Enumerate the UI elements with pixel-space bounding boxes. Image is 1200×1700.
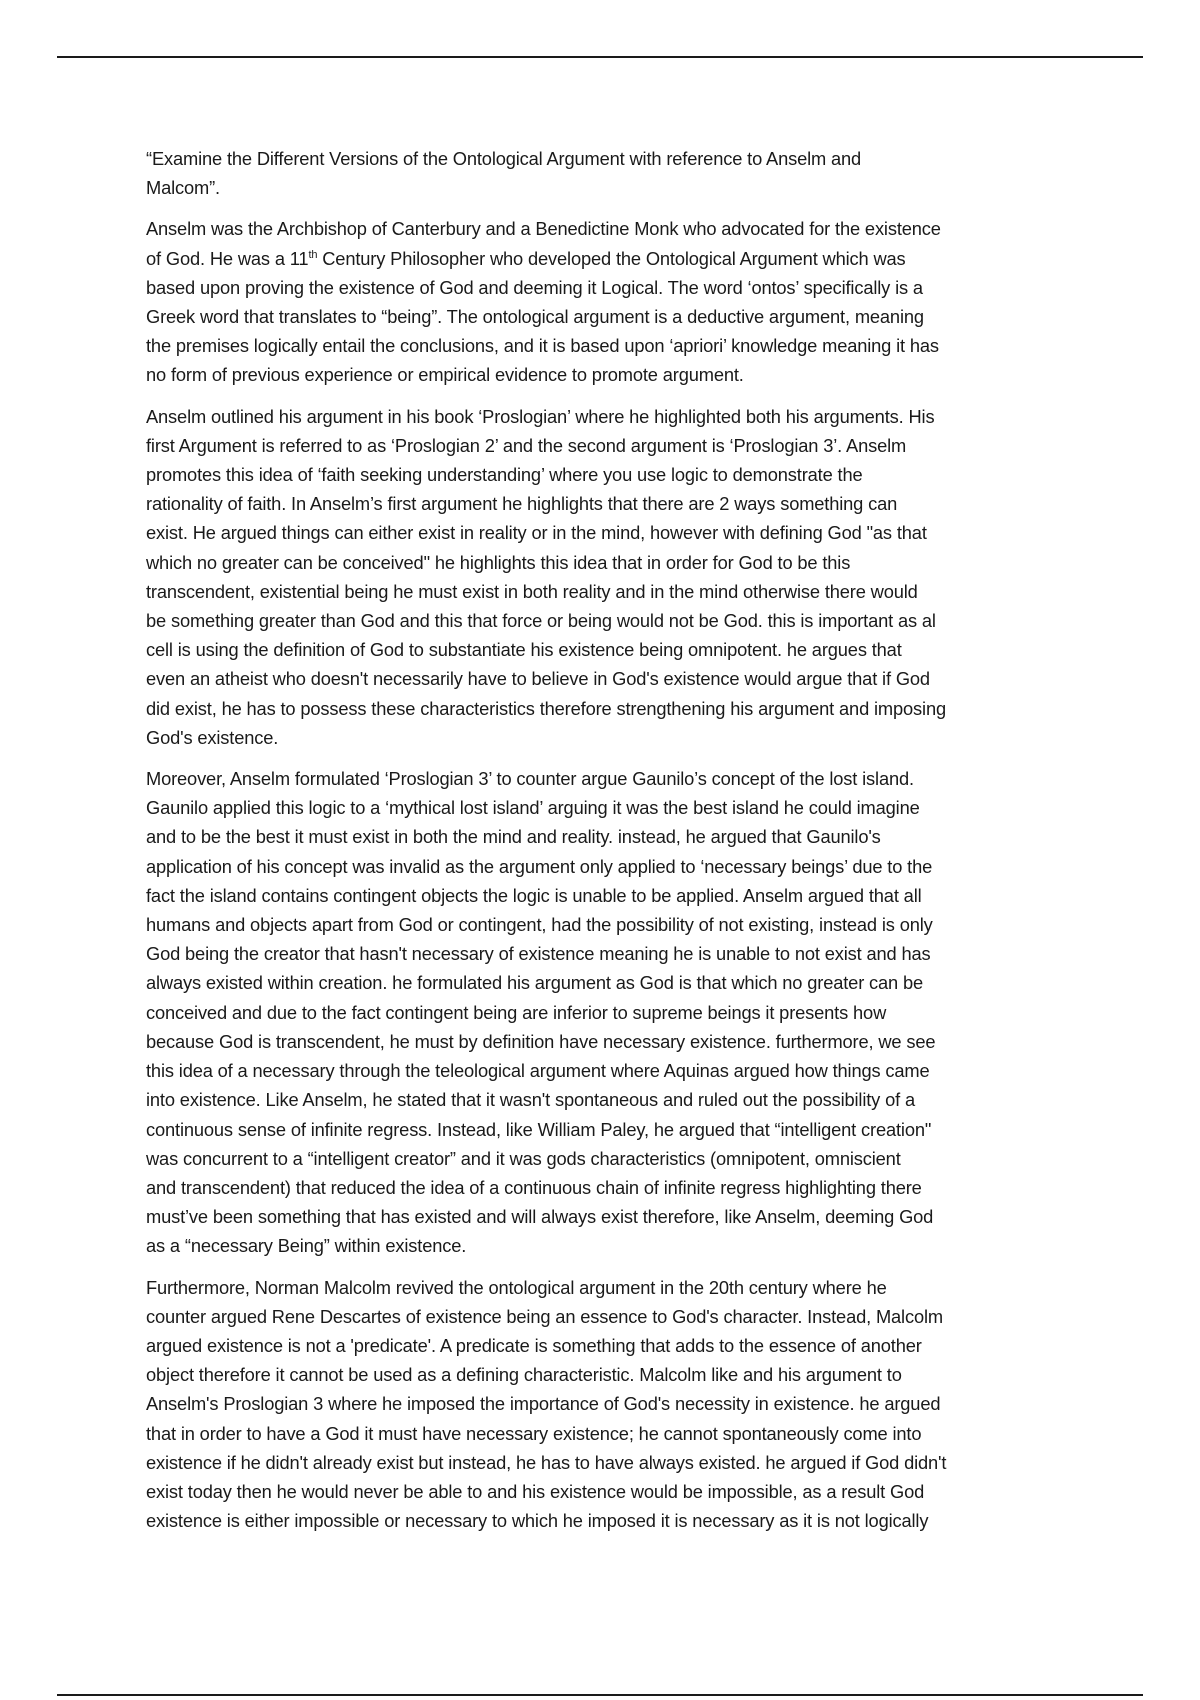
- text-line: God being the creator that hasn't necessary of existence meaning he is unable to not exist and has: [146, 943, 931, 965]
- text-line: Moreover, Anselm formulated ‘Proslogian 3’ to counter argue Gaunilo’s concept of the lost island.: [146, 768, 914, 790]
- essay-title: [146, 144, 1061, 202]
- text-line: be something greater than God and this that force or being would not be God. this is important as al: [146, 610, 936, 632]
- text-line: Anselm's Proslogian 3 where he imposed the importance of God's necessity in existence. he argued: [146, 1393, 941, 1415]
- body-paragraph: [146, 1273, 1061, 1536]
- text-line: existence if he didn't already exist but instead, he has to have always existed. he argued if God didn't: [146, 1451, 947, 1473]
- text-line: Greek word that translates to “being”. The ontological argument is a deductive argument, meaning: [146, 306, 924, 328]
- top-rule: [57, 56, 1143, 58]
- text-line: Gaunilo applied this logic to a ‘mythical lost island’ arguing it was the best island he could imagine: [146, 797, 920, 819]
- body-paragraph: [146, 402, 1061, 752]
- text-line: existence is either impossible or necessary to which he imposed it is necessary as it is not logically: [146, 1510, 929, 1532]
- text-line: promotes this idea of ‘faith seeking understanding’ where you use logic to demonstrate the: [146, 464, 863, 486]
- body-paragraph: [146, 214, 1061, 389]
- text-line: God's existence.: [146, 726, 279, 748]
- text-line: was concurrent to a “intelligent creator” and it was gods characteristics (omnipotent, omniscient: [146, 1147, 901, 1169]
- text-line: cell is using the definition of God to substantiate his existence being omnipotent. he argues that: [146, 639, 902, 661]
- text-line: always existed within creation. he formulated his argument as God is that which no greater can be: [146, 972, 924, 994]
- text-line: as a “necessary Being” within existence.: [146, 1235, 467, 1257]
- text-line: conceived and due to the fact contingent being are inferior to supreme beings it presents how: [146, 1001, 887, 1023]
- text-line: that in order to have a God it must have necessary existence; he cannot spontaneously come into: [146, 1422, 922, 1444]
- body-paragraph: [146, 764, 1061, 1260]
- text-line: rationality of faith. In Anselm’s first argument he highlights that there are 2 ways something can: [146, 493, 898, 515]
- text-line: the premises logically entail the conclusions, and it is based upon ‘apriori’ knowledge meaning it has: [146, 335, 939, 357]
- text-line: based upon proving the existence of God and deeming it Logical. The word ‘ontos’ specifically is a: [146, 276, 923, 298]
- text-line: Anselm was the Archbishop of Canterbury and a Benedictine Monk who advocated for the existence: [146, 218, 941, 240]
- text-line: into existence. Like Anselm, he stated that it wasn't spontaneous and ruled out the possibility of a: [146, 1089, 915, 1111]
- text-line: continuous sense of infinite regress. Instead, like William Paley, he argued that “intelligent creation": [146, 1118, 932, 1140]
- text-line: argued existence is not a 'predicate'. A predicate is something that adds to the essence of another: [146, 1334, 922, 1356]
- text-line: no form of previous experience or empirical evidence to promote argument.: [146, 364, 744, 386]
- document-body: [146, 144, 1061, 1547]
- text-line: and to be the best it must exist in both the mind and reality. instead, he argued that Gaunilo's: [146, 826, 881, 848]
- text-line: transcendent, existential being he must exist in both reality and in the mind otherwise there would: [146, 580, 918, 602]
- text-line: even an atheist who doesn't necessarily have to believe in God's existence would argue that if God: [146, 668, 930, 690]
- text-line: which no greater can be conceived" he highlights this idea that in order for God to be this: [146, 551, 851, 573]
- text-line: because God is transcendent, he must by definition have necessary existence. furthermore, we see: [146, 1030, 936, 1052]
- text-line: counter argued Rene Descartes of existence being an essence to God's character. Instead, Malcolm: [146, 1305, 943, 1327]
- text-line: Anselm outlined his argument in his book ‘Proslogian’ where he highlighted both his arguments. His: [146, 405, 935, 427]
- text-line: Malcom”.: [146, 177, 220, 199]
- text-line: fact the island contains contingent objects the logic is unable to be applied. Anselm argued that all: [146, 884, 922, 906]
- text-line: first Argument is referred to as ‘Proslogian 2’ and the second argument is ‘Proslogian 3’. Anselm: [146, 434, 907, 456]
- text-line: this idea of a necessary through the teleological argument where Aquinas argued how things came: [146, 1060, 930, 1082]
- text-line: “Examine the Different Versions of the Ontological Argument with reference to Anselm and: [146, 148, 862, 169]
- text-line: Furthermore, Norman Malcolm revived the ontological argument in the 20th century where he: [146, 1276, 887, 1298]
- text-line: and transcendent) that reduced the idea of a continuous chain of infinite regress highlighting there: [146, 1176, 922, 1198]
- text-line: did exist, he has to possess these characteristics therefore strengthening his argument and imposing: [146, 697, 946, 719]
- text-line: exist. He argued things can either exist in reality or in the mind, however with defining God "as that: [146, 522, 927, 544]
- bottom-rule: [57, 1694, 1143, 1696]
- text-line: of God. He was a 11th Century Philosopher who developed the Ontological Argument which was: [146, 247, 906, 269]
- text-line: object therefore it cannot be used as a defining characteristic. Malcolm like and his argument to: [146, 1364, 902, 1386]
- text-line: exist today then he would never be able to and his existence would be impossible, as a result God: [146, 1480, 925, 1502]
- text-line: humans and objects apart from God or contingent, had the possibility of not existing, instead is only: [146, 914, 933, 936]
- text-line: must’ve been something that has existed and will always exist therefore, like Anselm, deeming God: [146, 1206, 934, 1228]
- text-line: application of his concept was invalid as the argument only applied to ‘necessary beings’ due to the: [146, 855, 933, 877]
